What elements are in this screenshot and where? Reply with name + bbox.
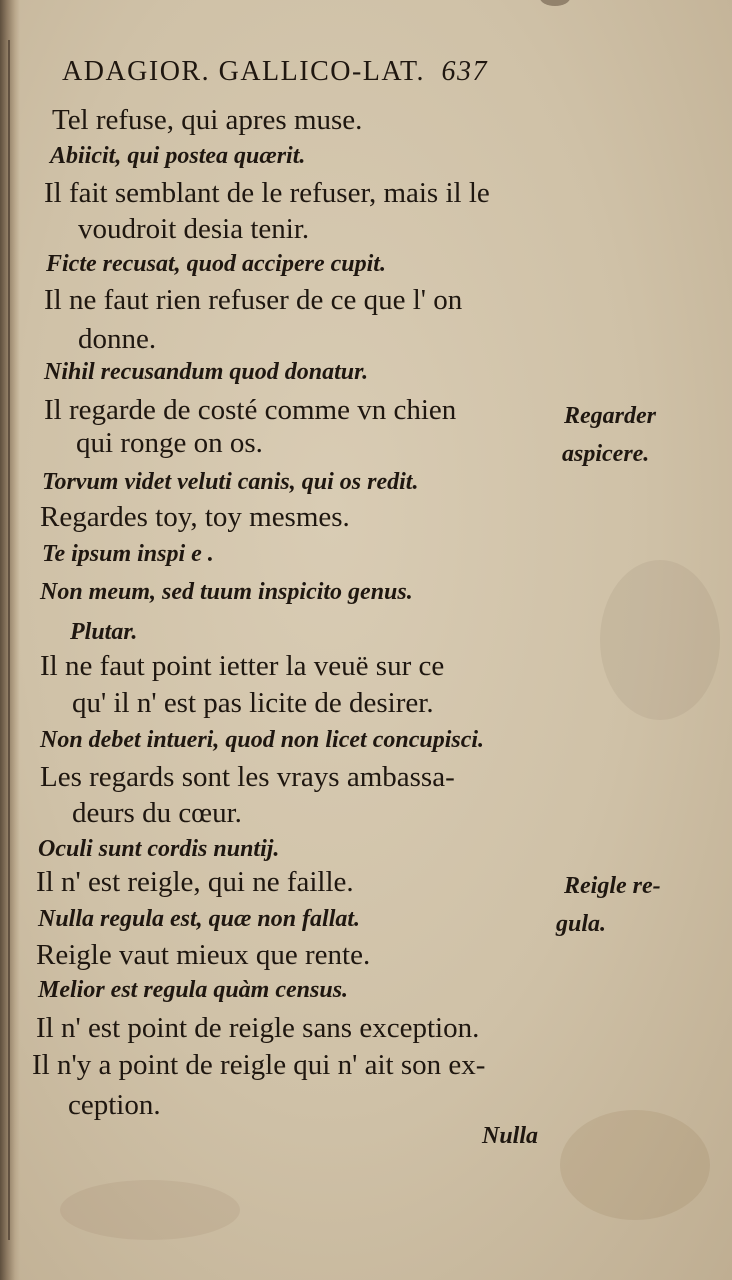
text-line-french: qui ronge on os. bbox=[76, 427, 263, 459]
text-line-french: Il n' est point de reigle sans exception. bbox=[36, 1012, 480, 1044]
text-line-french: qu' il n' est pas licite de desirer. bbox=[72, 687, 434, 719]
binding-gutter bbox=[0, 0, 20, 1280]
text-line-latin: Plutar. bbox=[70, 619, 138, 645]
text-line-latin: Nihil recusandum quod donatur. bbox=[44, 359, 369, 385]
margin-note: Regarder bbox=[564, 403, 656, 429]
text-line-latin: Non meum, sed tuum inspicito genus. bbox=[40, 579, 413, 605]
text-line-french: Les regards sont les vrays ambassa- bbox=[40, 761, 455, 793]
text-line-french: Il ne faut rien refuser de ce que l' on bbox=[44, 284, 463, 316]
gutter-line bbox=[8, 40, 10, 1240]
text-line-french: deurs du cœur. bbox=[72, 797, 242, 829]
text-line-latin: Oculi sunt cordis nuntij. bbox=[38, 836, 280, 862]
text-line-latin: Torvum videt veluti canis, qui os redit. bbox=[42, 469, 419, 495]
text-line-french: voudroit desia tenir. bbox=[78, 213, 310, 245]
text-line-french: ception. bbox=[68, 1089, 161, 1121]
text-line-latin: Non debet intueri, quod non licet concupisci. bbox=[40, 727, 485, 753]
text-line-french: Il n' est reigle, qui ne faille. bbox=[36, 866, 354, 898]
page-number: 637 bbox=[441, 56, 489, 87]
text-line-latin: Ficte recusat, quod accipere cupit. bbox=[46, 251, 386, 277]
paper-stain bbox=[60, 1180, 240, 1240]
header-title: ADAGIOR. GALLICO-LAT. bbox=[62, 56, 426, 87]
margin-note: aspicere. bbox=[562, 441, 650, 467]
text-line-french: Il ne faut point ietter la veuë sur ce bbox=[40, 650, 445, 682]
text-line-french: donne. bbox=[78, 323, 157, 355]
paper-stain bbox=[600, 560, 720, 720]
margin-note: gula. bbox=[556, 911, 607, 937]
text-line-french: Reigle vaut mieux que rente. bbox=[36, 939, 371, 971]
text-line-latin: Te ipsum inspi e . bbox=[42, 541, 214, 567]
text-line-latin: Melior est regula quàm census. bbox=[38, 977, 349, 1003]
running-header bbox=[62, 52, 488, 92]
text-line-latin: Nulla regula est, quæ non fallat. bbox=[38, 906, 361, 932]
paper-stain bbox=[560, 1110, 710, 1220]
text-line-french: Il regarde de costé comme vn chien bbox=[44, 394, 457, 426]
text-line-french: Il fait semblant de le refuser, mais il le bbox=[44, 177, 490, 209]
margin-note: Reigle re- bbox=[564, 873, 661, 899]
text-line-french: Il n'y a point de reigle qui n' ait son ex- bbox=[32, 1049, 486, 1081]
ink-blot bbox=[540, 0, 570, 6]
text-line-french: Regardes toy, toy mesmes. bbox=[40, 501, 350, 533]
catchword: Nulla bbox=[482, 1123, 539, 1149]
text-line-latin: Abiicit, qui postea quærit. bbox=[50, 143, 306, 169]
text-line-french: Tel refuse, qui apres muse. bbox=[52, 104, 363, 136]
